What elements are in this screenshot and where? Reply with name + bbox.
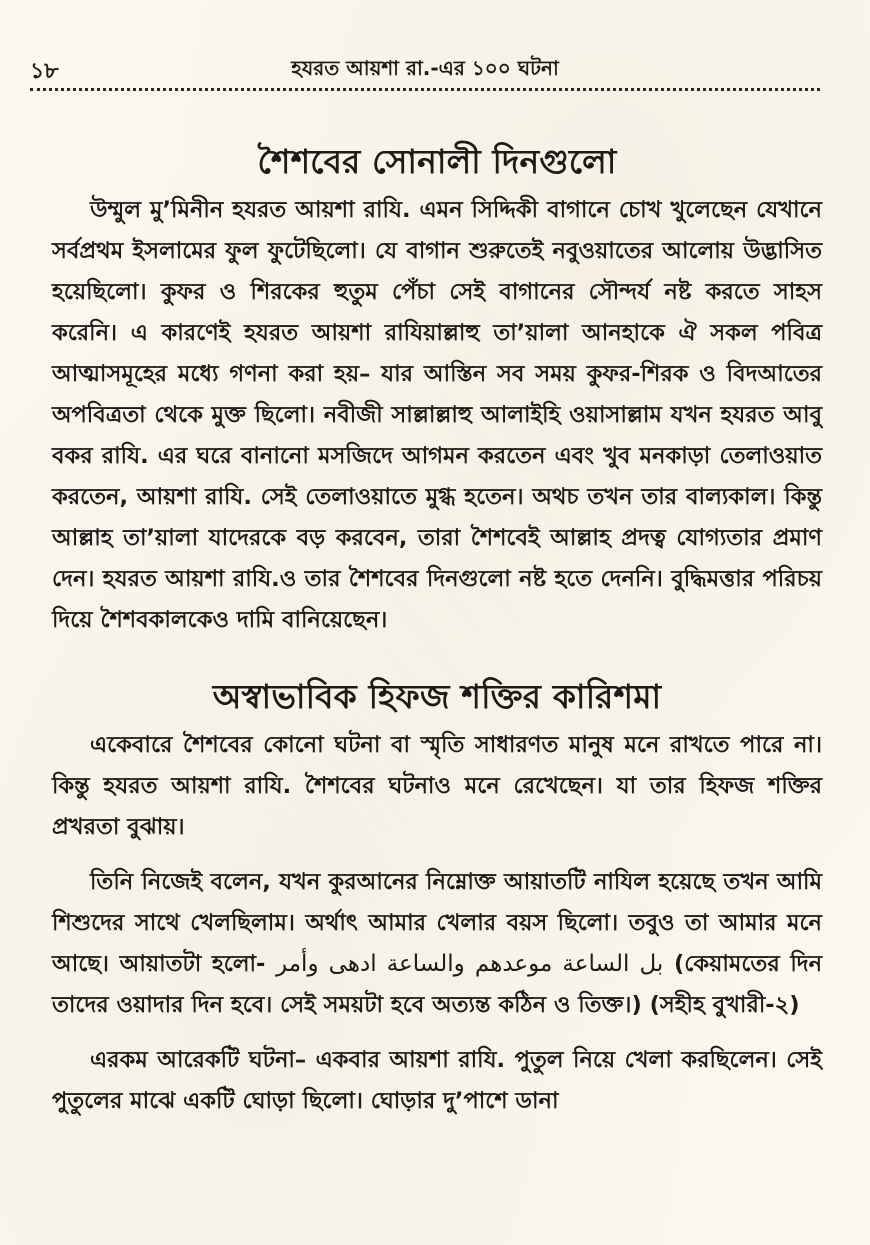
running-title: হযরত আয়শা রা.-এর ১০০ ঘটনা xyxy=(291,56,559,80)
paragraph-verse-text-before: তিনি নিজেই বলেন, যখন কুরআনের নিম্নোক্ত আয়াতটি নাযিল হয়েছে তখন আমি শিশুদের সাথে খেলছিলাম। অর্থাৎ আমার খেলার বয়স ছিলো। তবুও তা আমার মনে আছে। আয়াতটা হলো- xyxy=(52,869,822,977)
header-dotted-rule xyxy=(30,88,820,91)
section-heading-golden-childhood: শৈশবের সোনালী দিনগুলো xyxy=(257,142,617,181)
arabic-verse: بل الساعة موعدهم والساعة ادهى وأمر xyxy=(276,951,664,977)
section-heading-memory-power: অস্বাভাবিক হিফজ শক্তির কারিশমা xyxy=(212,677,662,716)
paragraph-doll-story: এরকম আরেকটি ঘটনা– একবার আয়শা রাযি. পুতুল নিয়ে খেলা করছিলেন। সেই পুতুলের মাঝে একটি ঘোড়া ছিলো। ঘোড়ার দু’পাশে ডানা xyxy=(52,1047,822,1114)
page-content xyxy=(52,140,822,1122)
page-number: ১৮ xyxy=(30,59,59,84)
paragraph-verse-text-after: (কেয়ামতের দিন তাদের ওয়াদার দিন হবে। সেই সময়টা হবে অত্যন্ত কঠিন ও তিক্ত।) (সহীহ বুখারী-২) xyxy=(52,951,823,1018)
page-header xyxy=(30,52,820,84)
paragraph-childhood: উম্মুল মু’মিনীন হযরত আয়শা রাযি. এমন সিদ্দিকী বাগানে চোখ খুলেছেন যেখানে সর্বপ্রথম ইসলামের ফুল ফুটেছিলো। যে বাগান শুরুতেই নবুওয়াতের আলোয় উদ্ভাসিত হয়েছিলো। কুফর ও শিরকের হুতুম পেঁচা সেই বাগানের সৌন্দর্য নষ্ট করতে সাহস করেনি। এ কারণেই হযরত আয়শা রাযিয়াল্লাহু তা’য়ালা আনহাকে ঐ সকল পবিত্র আত্মাসমূহের মধ্যে গণনা করা হয়– যার আস্তিন সব সময় কুফর-শিরক ও বিদআতের অপবিত্রতা থেকে মুক্ত ছিলো। নবীজী সাল্লাল্লাহু আলাইহি ওয়াসাল্লাম যখন হযরত আবু বকর রাযি. এর ঘরে বানানো মসজিদে আগমন করতেন এবং খুব মনকাড়া তেলাওয়াত করতেন, আয়শা রাযি. সেই তেলাওয়াতে মুগ্ধ হতেন। অথচ তখন তার বাল্যকাল। কিন্তু আল্লাহ তা’য়ালা যাদেরকে বড় করবেন, তারা শৈশবেই আল্লাহ প্রদত্ব যোগ্যতার প্রমাণ দেন। হযরত আয়শা রাযি.ও তার শৈশবের দিনগুলো নষ্ট হতে দেননি। বুদ্ধিমত্তার পরিচয় দিয়ে শৈশবকালকেও দামি বানিয়েছেন। xyxy=(52,197,822,633)
paragraph-verse-memory xyxy=(52,862,822,1026)
paragraph-memory-intro: একেবারে শৈশবের কোনো ঘটনা বা স্মৃতি সাধারণত মানুষ মনে রাখতে পারে না। কিন্তু হযরত আয়শা রাযি. শৈশবের ঘটনাও মনে রেখেছেন। যা তার হিফজ শক্তির প্রখরতা বুঝায়। xyxy=(52,732,822,840)
